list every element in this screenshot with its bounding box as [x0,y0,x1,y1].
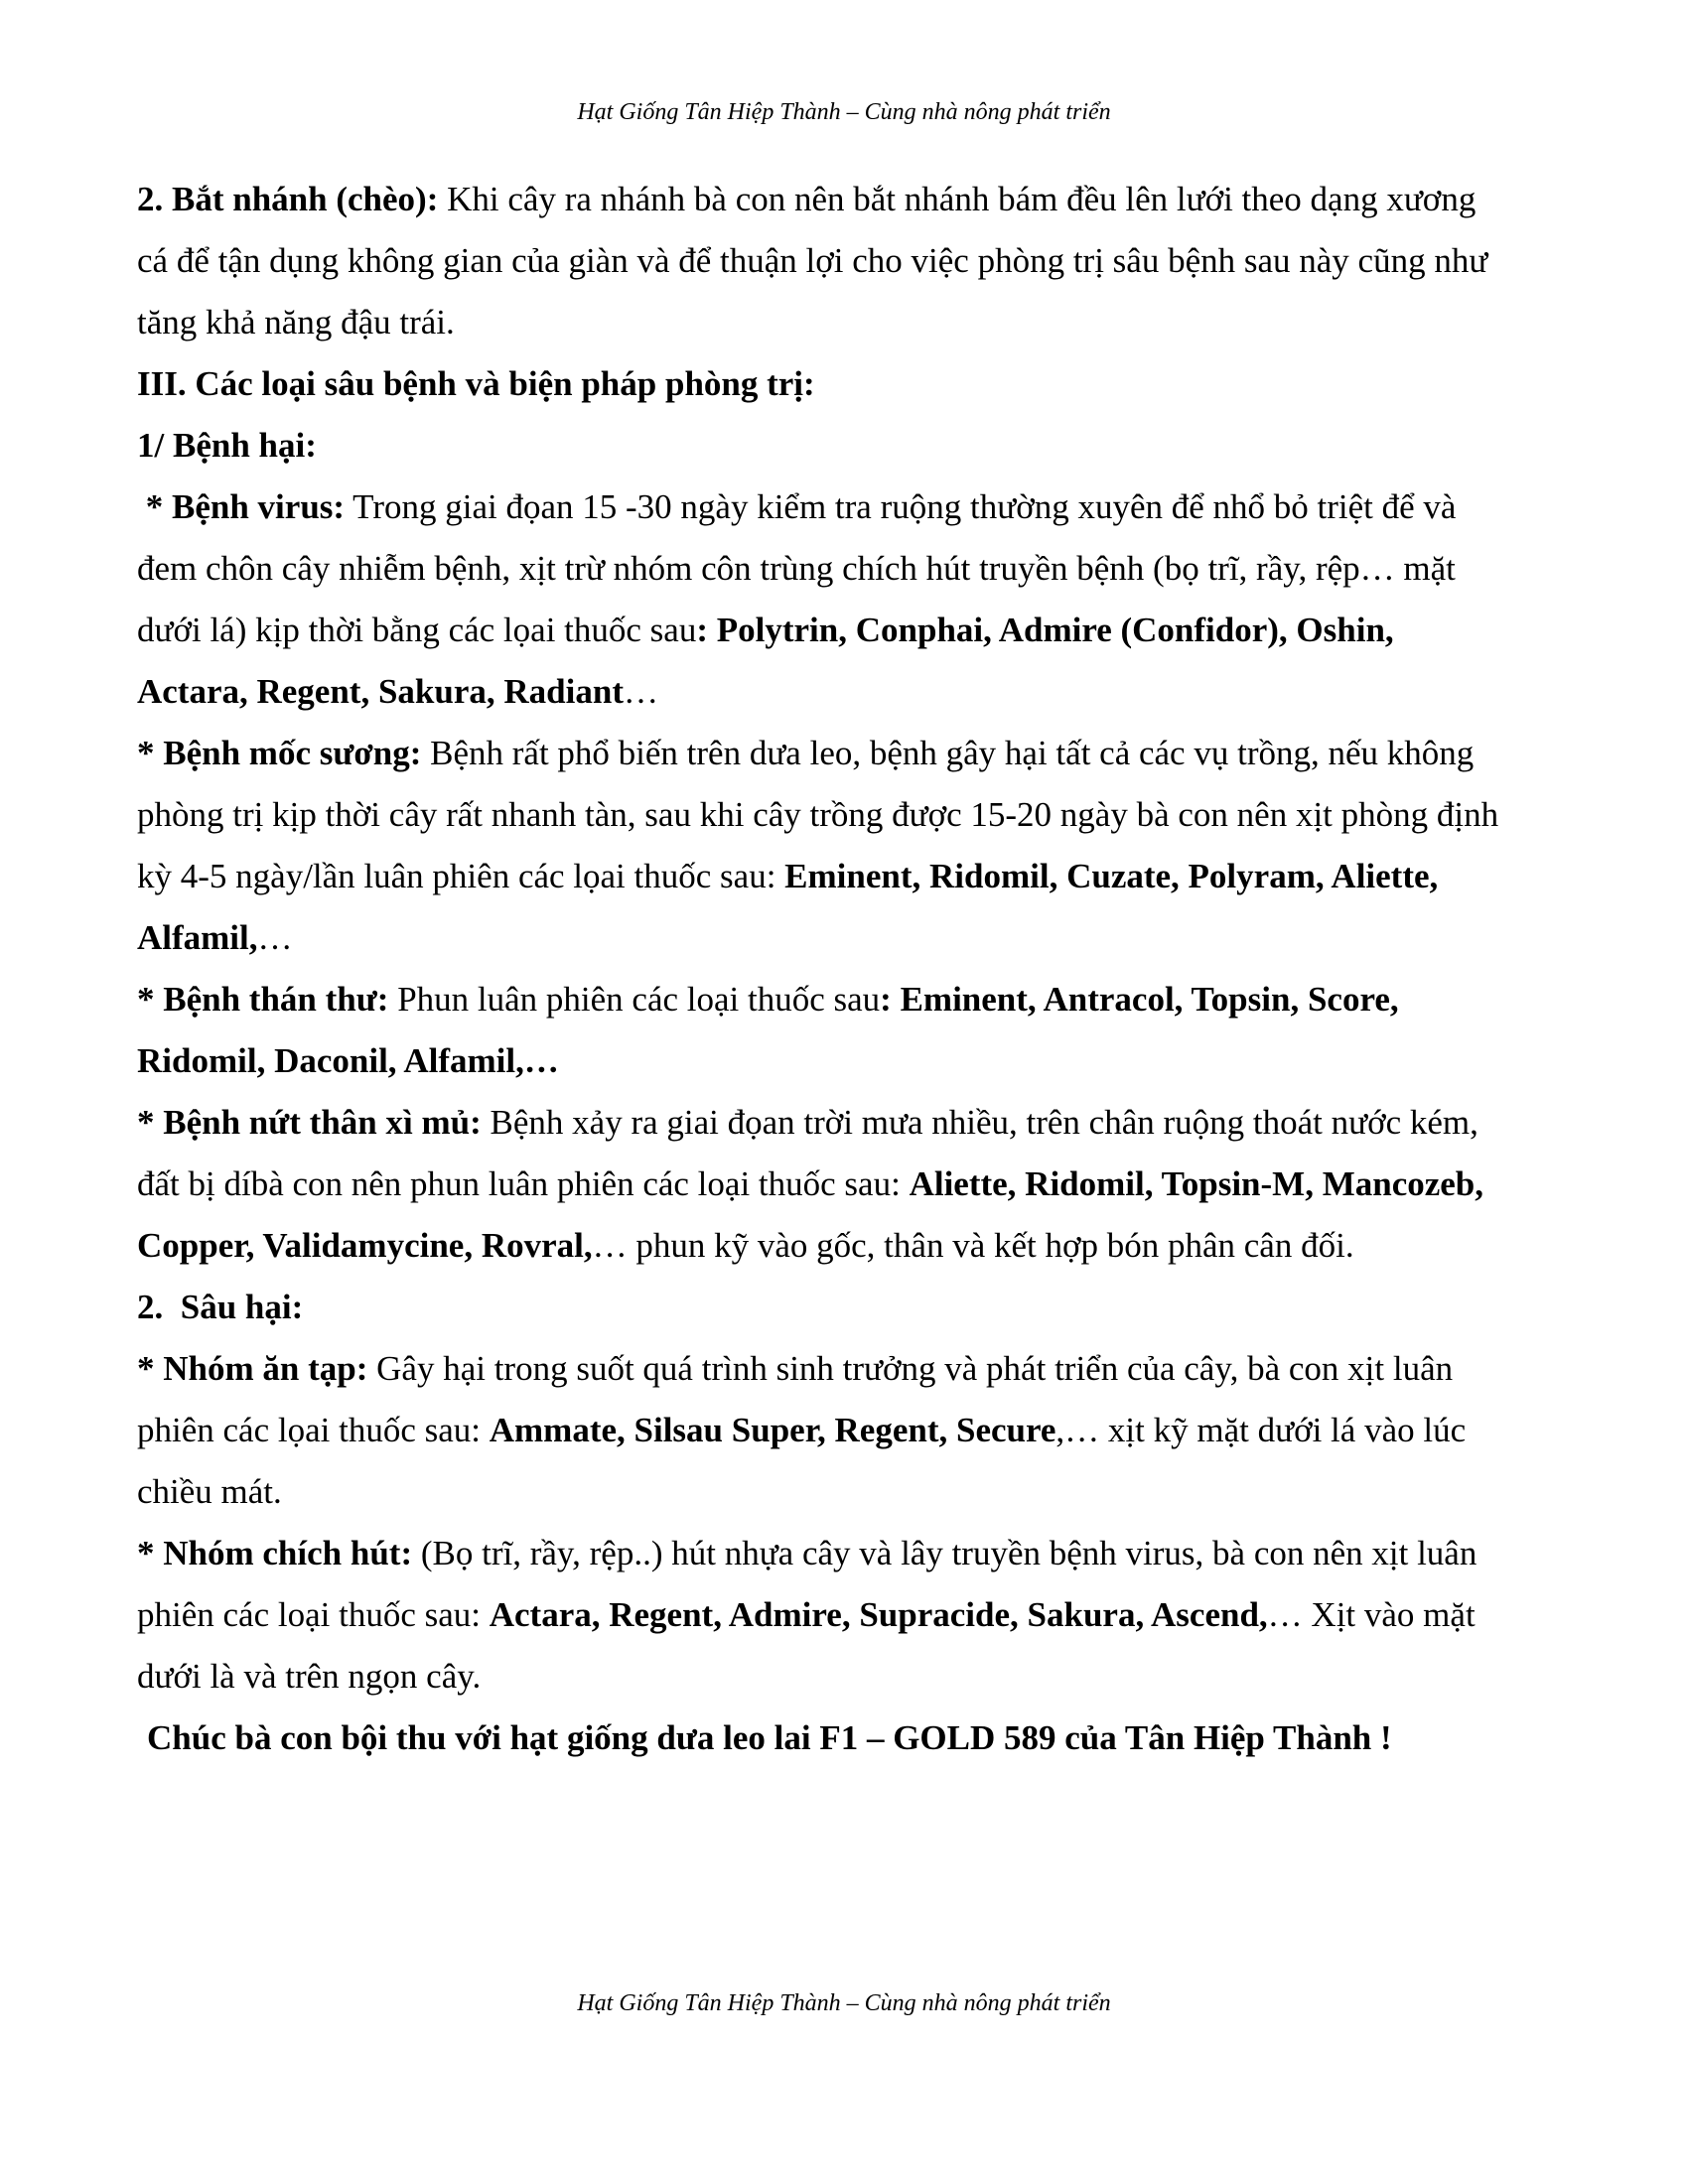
drugs-an-tap: Ammate, Silsau Super, Regent, Secure [489,1411,1056,1449]
label-than-thu: * Bệnh thán thư: [137,980,389,1019]
section-heading-sau-benh: III. Các loại sâu bệnh và biện pháp phòng trị: [137,364,815,403]
tail-nut-than: … phun kỹ vào gốc, thân và kết hợp bón phân cân đối. [592,1226,1354,1265]
text-bat-nhanh: Khi cây ra nhánh bà con nên bắt nhánh bám đều lên lưới theo dạng xương cá để tận dụng không gian của giàn và để thuận lợi cho việc phòng trị sâu bệnh sau này cũng như tăng khả năng đậu trái. [137,180,1488,341]
label-moc-suong: * Bệnh mốc sương: [137,734,422,772]
paragraph-benh-virus [137,477,1507,723]
paragraph-moc-suong [137,723,1507,969]
label-benh-virus: * Bệnh virus: [137,487,346,526]
tail-benh-virus: … [623,672,658,711]
subheading-benh-hai: 1/ Bệnh hại: [137,426,317,465]
paragraph-chich-hut [137,1523,1507,1707]
closing-message: Chúc bà con bội thu với hạt giống dưa leo lai F1 – GOLD 589 của Tân Hiệp Thành ! [147,1718,1392,1757]
drugs-benh-virus: : Polytrin, Conphai, Admire (Confidor), Oshin, Actara, Regent, Sakura, Radiant [137,611,1394,711]
drugs-chich-hut: Actara, Regent, Admire, Supracide, Sakura, Ascend, [489,1595,1268,1634]
text-chich-hut: (Bọ trĩ, rầy, rệp..) hút nhựa cây và lây truyền bệnh virus, bà con nên xịt luân phiên các loại thuốc sau: [137,1534,1477,1634]
paragraph-than-thu [137,969,1507,1092]
drugs-moc-suong: Eminent, Ridomil, Cuzate, Polyram, Aliette, Alfamil, [137,857,1439,957]
page-header: Hạt Giống Tân Hiệp Thành – Cùng nhà nông phát triển [577,99,1111,125]
text-moc-suong: Bệnh rất phổ biến trên dưa leo, bệnh gây hại tất cả các vụ trồng, nếu không phòng trị kịp thời cây rất nhanh tàn, sau khi cây trồng được 15-20 ngày bà con nên xịt phòng định kỳ 4-5 ngày/lần luân phiên các lọai thuốc sau: [137,734,1499,895]
text-benh-virus: Trong giai đọan 15 -30 ngày kiểm tra ruộng thường xuyên để nhổ bỏ triệt để và đem chôn cây nhiễm bệnh, xịt trừ nhóm côn trùng chích hút truyền bệnh (bọ trĩ, rầy, rệp… mặt dưới lá) kịp thời bằng các lọai thuốc sau [137,487,1457,649]
label-an-tap: * Nhóm ăn tạp: [137,1349,368,1388]
paragraph-an-tap [137,1338,1507,1523]
text-an-tap: Gây hại trong suốt quá trình sinh trưởng và phát triển của cây, bà con xịt luân phiên các lọai thuốc sau: [137,1349,1454,1449]
paragraph-bat-nhanh [137,169,1507,353]
document-body [137,169,1507,1769]
paragraph-nut-than [137,1092,1507,1277]
text-than-thu: Phun luân phiên các loại thuốc sau [388,980,881,1019]
tail-an-tap: ,… xịt kỹ mặt dưới lá vào lúc chiều mát. [137,1411,1467,1511]
label-nut-than: * Bệnh nứt thân xì mủ: [137,1103,482,1142]
drugs-than-thu: : Eminent, Antracol, Topsin, Score, Ridomil, Daconil, Alfamil,… [137,980,1399,1080]
drugs-nut-than: Aliette, Ridomil, Topsin-M, Mancozeb, Copper, Validamycine, Rovral, [137,1164,1484,1265]
label-chich-hut: * Nhóm chích hút: [137,1534,413,1572]
page-footer: Hạt Giống Tân Hiệp Thành – Cùng nhà nông phát triển [577,1990,1111,2016]
text-nut-than: Bệnh xảy ra giai đọan trời mưa nhiều, trên chân ruộng thoát nước kém, đất bị díbà con nên phun luân phiên các loại thuốc sau: [137,1103,1478,1203]
tail-moc-suong: … [257,918,293,957]
subheading-sau-hai: 2. Sâu hại: [137,1288,304,1326]
tail-chich-hut: … Xịt vào mặt dưới là và trên ngọn cây. [137,1595,1476,1696]
label-bat-nhanh: 2. Bắt nhánh (chèo): [137,180,439,218]
